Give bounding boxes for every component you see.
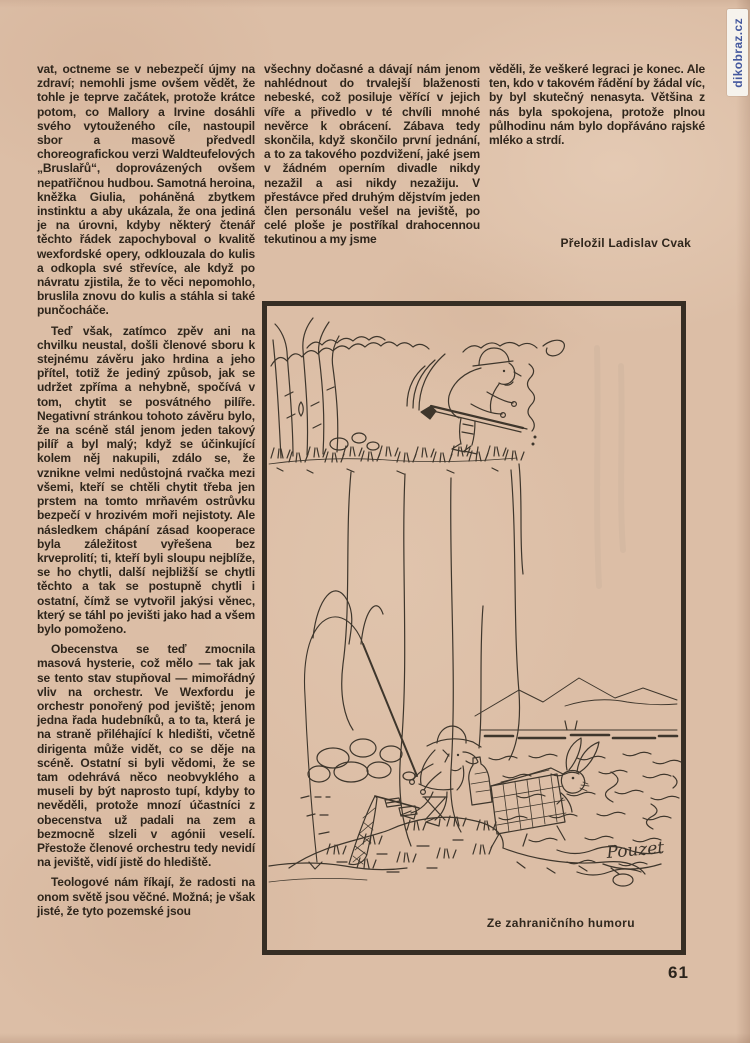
- cartoon-trees: [273, 318, 339, 458]
- article-paragraph-1: vat, octneme se v nebezpečí újmy na zdraví; nemohli jsme ovšem vědět, že tohle je teprve začátek, protože krátce potom, co Mallory a Irvine dosáhli svého vytouženého cíle, nastoupil sbor a masově předvedl choreografickou verzi Waldteufelových „Bruslařů“, doprovázených ovšem nepatřičnou hudbou. Samotná heroina, kněžka Giulia, poháněná zbytkem instinktu a aby ukázala, že ona jediná je na úrovni, kdyby některý čtenář těchto řádek zapochyboval o kvalitě wexfordské opery, odklouzala do kulis a odkopla své střevíce, ale když po návratu zjistila, že to věci nepomohlo, bruslila znovu do kulis a stáhla si také punčocháče.: [37, 62, 255, 318]
- cartoon-signature-group: [603, 838, 665, 869]
- cartoon-scent-trail: [528, 364, 536, 445]
- cartoon-rocks: [301, 739, 415, 834]
- paper-showthrough: [597, 348, 623, 586]
- cartoon-illustration: [267, 306, 681, 950]
- article-paragraph-2: Teď však, zatímco zpěv ani na chvilku neustal, došli členové sboru k stejnému závěru jako hrdina a jeho přítel, totiž že jediný způsob, jak se udržet zpříma a nehybně, spočívá v tom, chytit se posvátného pilíře. Negativní stránkou tohoto závěru bylo, že na scéně stál jenom jeden takový pilíř a byl malý; když se účinkující kolem něj nakupili, zdálo se, že vznikne velmi nedůstojná rvačka mezi všemi, kteří se chtěli chytit třeba jen prstem na tomto mrňavém ostrůvku bezpečí v hrozivém moři nejistoty. Ale následkem chápání zásad kooperace byla záležitost vyřešena bez krveprolití; ti, kteří byli sloupu nejblíže, se ho chytli, další nejbližší se chytli těchto a tak se postupně chytli i ostatní, čímž se vytvořil jakýsi věnec, který se táhl po jevišti jako had a všem bylo pomoženo.: [37, 323, 255, 636]
- article-column-2: [264, 62, 480, 253]
- cartoon-caption: Ze zahraničního humoru: [486, 916, 635, 930]
- cartoon-basket: [491, 768, 566, 848]
- article-column-3: [489, 62, 705, 250]
- article-paragraph-5: všechny dočasné a dávají nám jenom nahlédnout do trvalejší blaženosti nebeské, což posiluje věřící v jejich víře a přivedlo v té chvíli mnohé nevěrce k obrácení. Zábava tedy skončila, když skončilo první jednání, a to za takového pozdvižení, jaké jsem v žádném operním divadle nikdy nezažil a asi nikdy nezažiju. V přestávce před druhým dějstvím jeden člen personálu vešel na jeviště, po celé ploše je postříkal drahocennou tekutinou a my jsme: [264, 62, 480, 247]
- translator-credit: Přeložil Ladislav Cvak: [560, 236, 691, 250]
- article-paragraph-4: Teologové nám říkají, že radosti na onom světě jsou věčné. Možná; je však jisté, že tyto pozemské jsou: [37, 875, 255, 918]
- cartoon-fishing-gear: [305, 617, 493, 869]
- cartoon-frame: [262, 301, 686, 955]
- watermark-label: dikobraz.cz: [730, 17, 745, 88]
- article-paragraph-6: věděli, že veškeré legraci je konec. Ale ten, kdo v takovém řádění by žádal víc, by byl skutečný nenasyta. Většina z nás byla spokojena, protože plnou půlhodinu nám bylo dopřáváno rajské mléko a strdí.: [489, 62, 705, 148]
- cartoon-hunter: [421, 348, 527, 454]
- cartoonist-signature: Pouzet: [605, 838, 666, 863]
- cartoon-foliage: [271, 337, 564, 367]
- page-number: 61: [668, 963, 689, 982]
- article-paragraph-3: Obecenstva se teď zmocnila masová hysterie, což mělo — tak jak se tento stav stupňoval — mimořádný vliv na orchestr. Ve Wexfordu je orchestr ponořený pod jeviště; jenom jedna řada hudebníků, a to ta, která je na straně přiléhající k hledišti, včetně dirigenta může vidět, co se děje na scéně. Ostatní si byli vědomi, že se tam odehrává něco neobvyklého a museli by být naprosto tupí, kdyby to nevěděli, protože mnozí účastníci z obecenstva už padali na zem a bezmocně slzeli v agónii veselí. Přestože členové orchestru tedy nevidí na jeviště, vidí jistě do hlediště.: [37, 642, 255, 870]
- watermark-badge: [727, 9, 748, 96]
- cartoon-motion-arcs: [407, 354, 445, 410]
- article-column-1: [37, 62, 255, 924]
